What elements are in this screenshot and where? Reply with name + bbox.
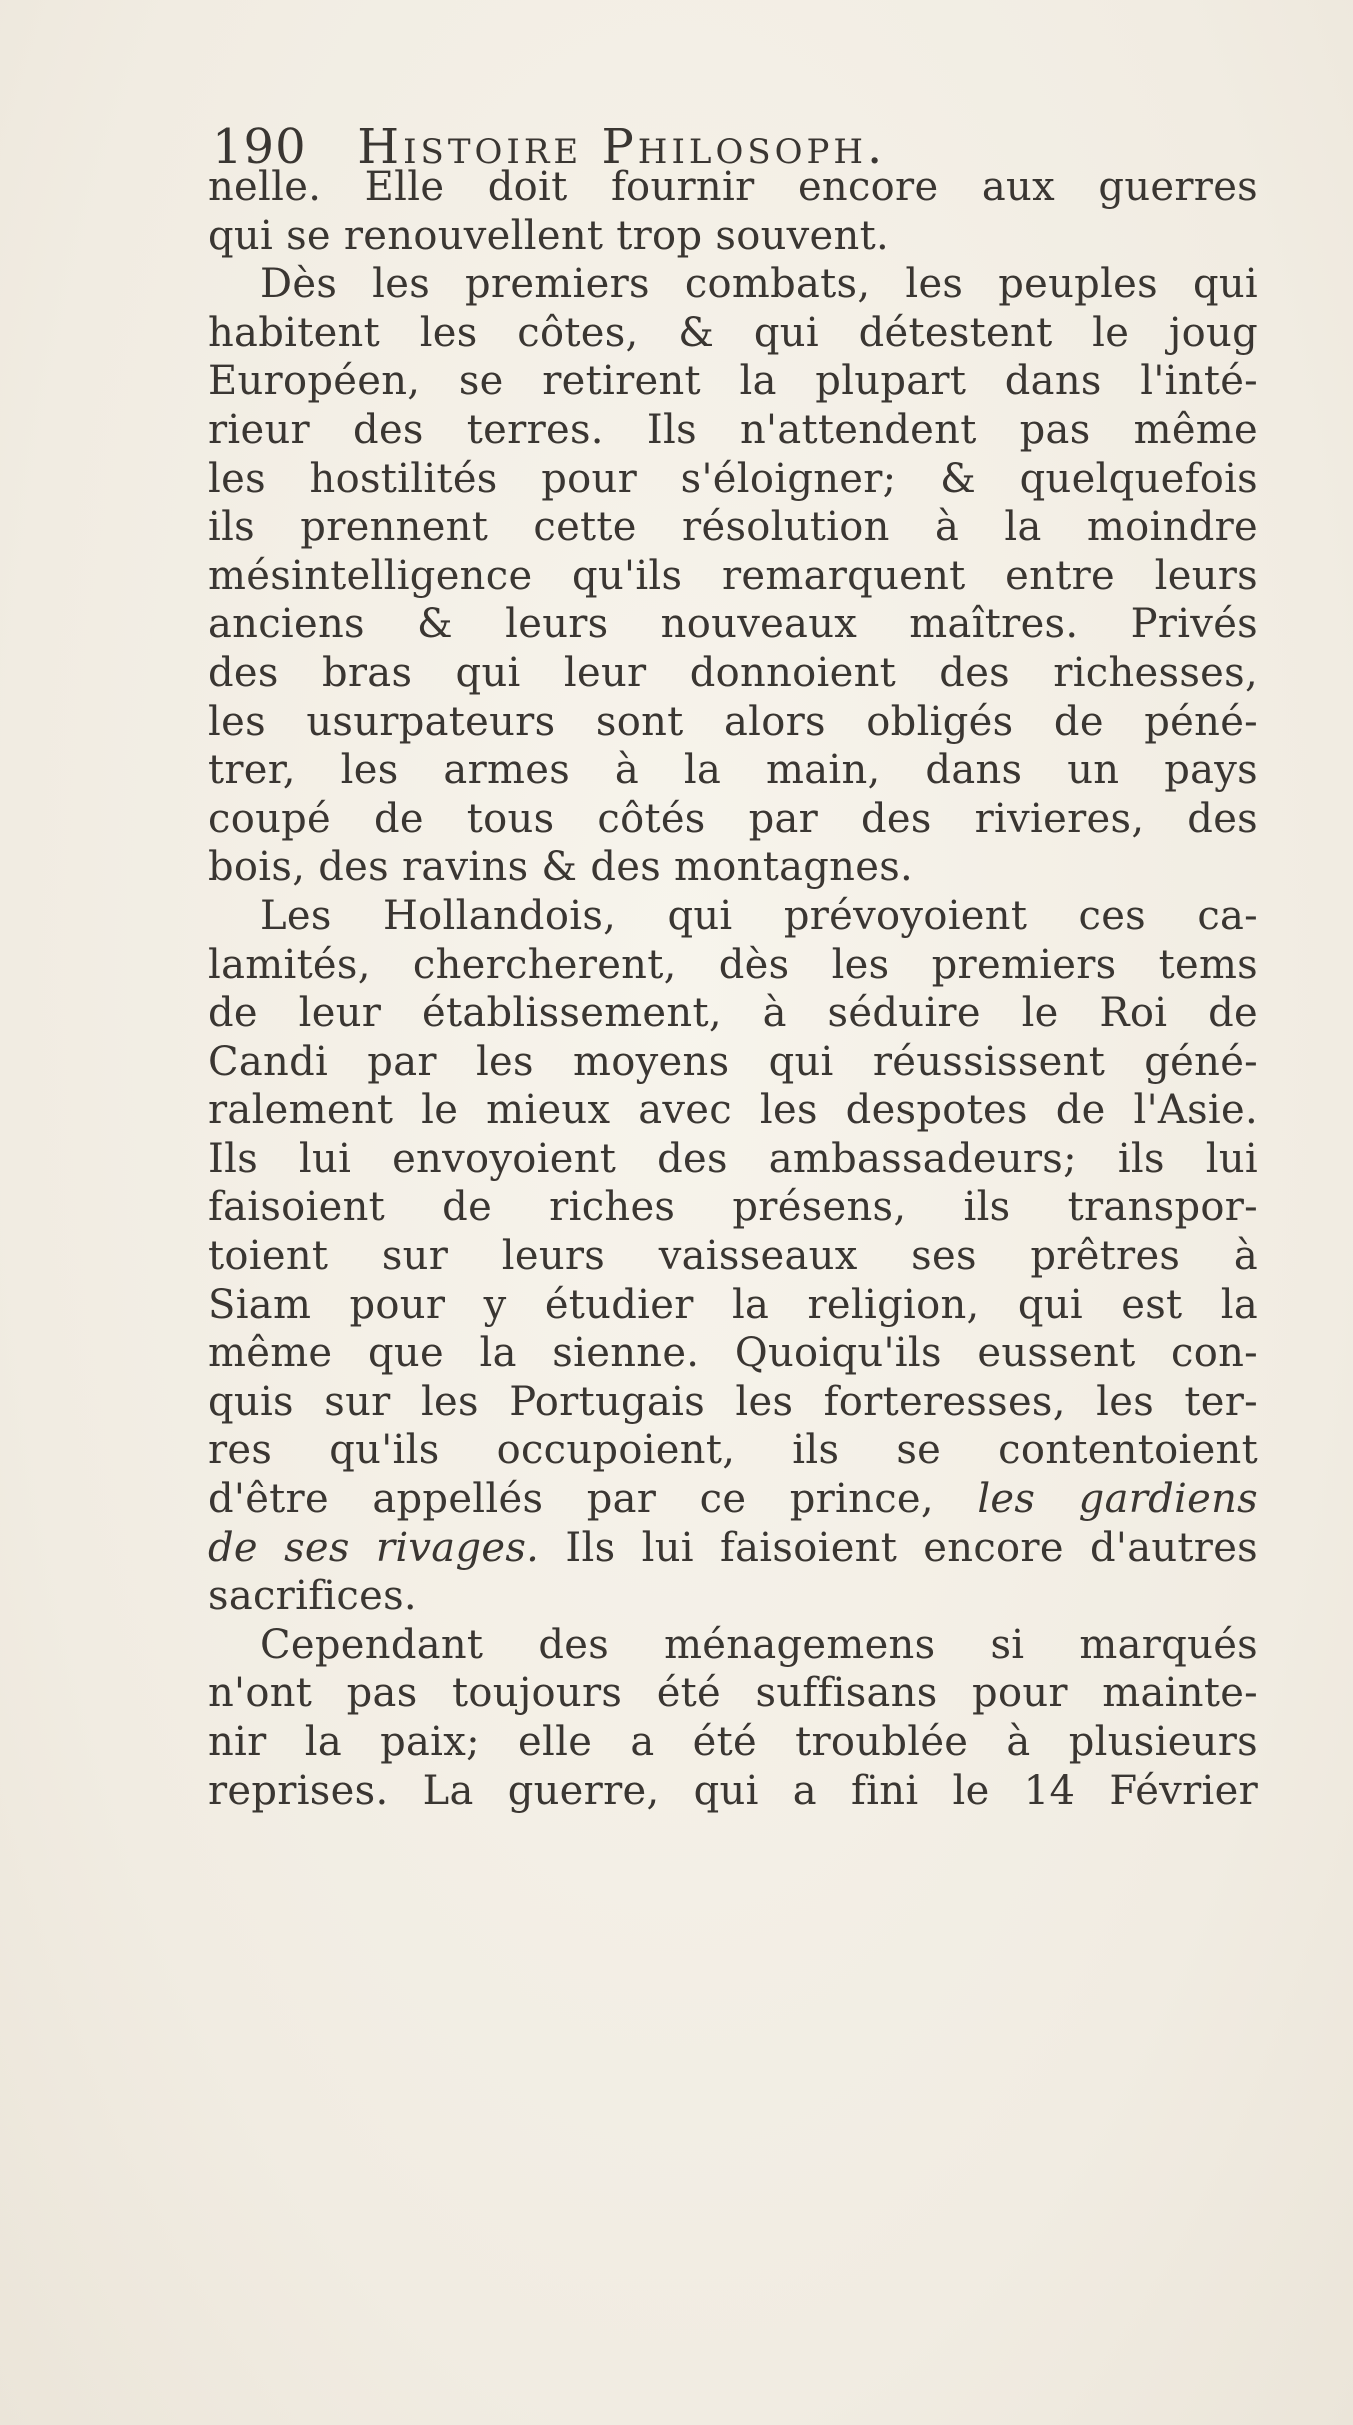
- text-line: faisoient de riches présens, ils transpor-: [208, 1184, 1258, 1231]
- text-line: de leur établissement, à séduire le Roi de: [208, 990, 1258, 1037]
- text-line: mésintelligence qu'ils remarquent entre leurs: [208, 552, 1258, 599]
- text-line: lamités, chercherent, dès les premiers tems: [208, 941, 1258, 988]
- italic-phrase: les gardiens: [977, 1476, 1259, 1523]
- text-line: même que la sienne. Quoiqu'ils eussent con-: [208, 1330, 1258, 1377]
- text-line: anciens & leurs nouveaux maîtres. Privés: [208, 601, 1258, 648]
- text-line: bois, des ravins & des montagnes.: [208, 844, 914, 891]
- text-line: les usurpateurs sont alors obligés de péné-: [208, 698, 1258, 745]
- text-line: nelle. Elle doit fournir encore aux guerres: [208, 164, 1258, 210]
- page-number: 190: [212, 119, 307, 175]
- text-line: ralement le mieux avec les despotes de l'Asie.: [208, 1087, 1258, 1134]
- text-line: Cependant des ménagemens si marqués: [260, 1621, 1258, 1668]
- text-line: des bras qui leur donnoient des richesses,: [208, 649, 1258, 696]
- text-line: coupé de tous côtés par des rivieres, des: [208, 795, 1258, 842]
- text-line: res qu'ils occupoient, ils se contentoient: [208, 1427, 1258, 1474]
- text-line: [208, 1524, 1258, 1573]
- text-line: [208, 1475, 1258, 1524]
- text-line: habitent les côtes, & qui détestent le joug: [208, 309, 1258, 356]
- text-line: Les Hollandois, qui prévoyoient ces ca-: [260, 892, 1258, 939]
- running-title: Histoire Philosoph.: [357, 119, 887, 175]
- text-line: ils prennent cette résolution à la moindre: [208, 504, 1258, 551]
- text-line: nir la paix; elle a été troublée à plusieurs: [208, 1719, 1258, 1765]
- body-text: [208, 163, 1258, 1815]
- text-segment: d'être appellés par ce prince,: [208, 1476, 934, 1523]
- text-line: Siam pour y étudier la religion, qui est la: [208, 1281, 1258, 1328]
- text-line: les hostilités pour s'éloigner; & quelquefois: [208, 455, 1258, 502]
- text-line: qui se renouvellent trop souvent.: [208, 212, 889, 259]
- text-line: reprises. La guerre, qui a fini le 14 Février: [208, 1767, 1258, 1814]
- text-line: n'ont pas toujours été suffisans pour mainte-: [208, 1670, 1258, 1717]
- text-line: Européen, se retirent la plupart dans l'inté-: [208, 358, 1258, 405]
- text-line: Dès les premiers combats, les peuples qui: [260, 261, 1258, 308]
- italic-phrase: de ses rivages.: [208, 1524, 540, 1571]
- text-segment: Ils lui faisoient encore d'autres: [565, 1524, 1259, 1571]
- text-line: toient sur leurs vaisseaux ses prêtres à: [208, 1233, 1258, 1280]
- text-line: trer, les armes à la main, dans un pays: [208, 747, 1258, 794]
- text-line: Ils lui envoyoient des ambassadeurs; ils lui: [208, 1135, 1258, 1182]
- text-line: sacrifices.: [208, 1573, 417, 1620]
- text-line: Candi par les moyens qui réussissent géné-: [208, 1038, 1258, 1085]
- text-line: quis sur les Portugais les forteresses, les ter-: [208, 1378, 1258, 1425]
- text-line: rieur des terres. Ils n'attendent pas même: [208, 406, 1258, 453]
